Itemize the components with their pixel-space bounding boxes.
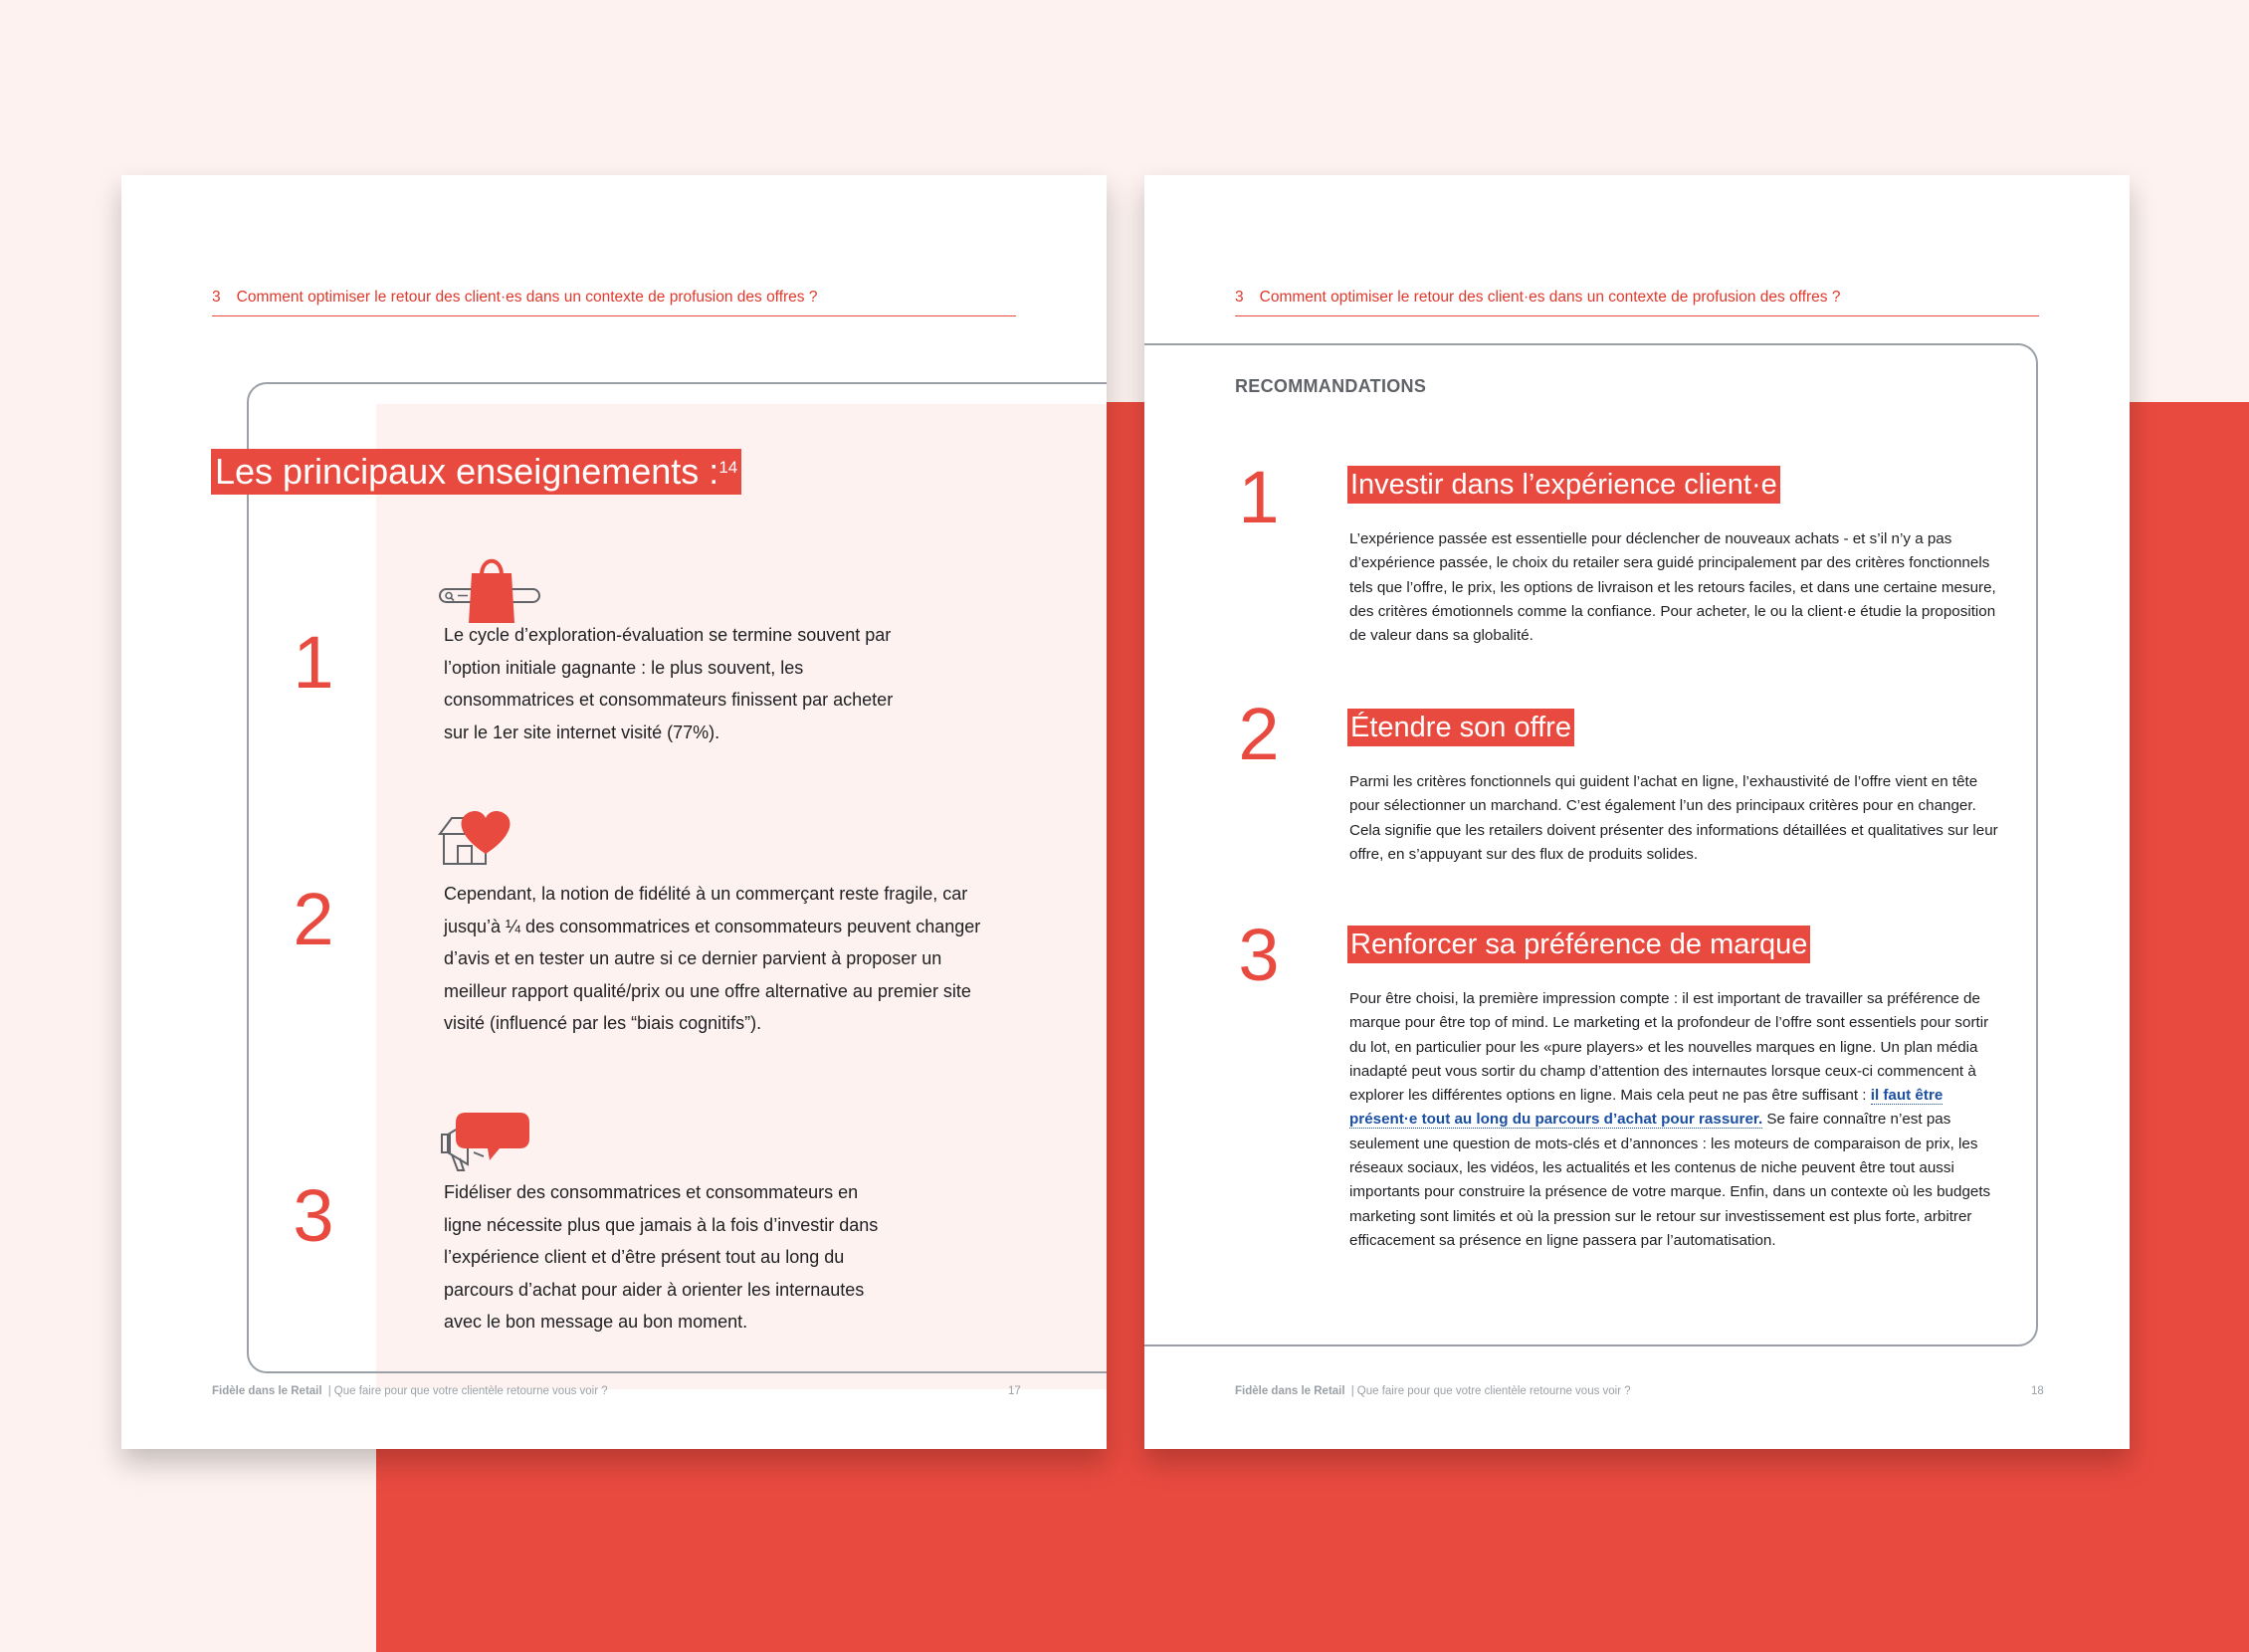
recommendation-text-3-part-2: Se faire connaître n’est pas seulement une question de mots-clés et d’annonces : les moteurs de comparaison de prix, les réseaux sociaux, les vidéos, les actualités et les contenus de niche peuvent être tout aussi importants pour construire la présence de votre marque. Enfin, dans un contexte où les budgets marketing sont limités et où la pression sur le retour sur investissement est plus forte, arbitrer efficacement sa présence en ligne passera par l’automatisation. <box>1349 1111 1991 1249</box>
footnote-ref: 14 <box>718 458 738 477</box>
footer-subtitle: Que faire pour que votre clientèle retourne vous voir ? <box>333 1385 608 1397</box>
recommendation-title-3: Renforcer sa préférence de marque <box>1347 926 1810 963</box>
recommendation-text-2: Parmi les critères fonctionnels qui guident l’achat en ligne, l’exhaustivité de l’offre vient en tête pour sélectionner un marchand. C’est également l’un des principaux critères pour en changer. Cela signifie que les retailers doivent présenter des informations détaillées et qualitatives sur leur offre, en s’appuyant sur des flux de produits solides. <box>1349 773 1998 863</box>
page-17 <box>121 175 1107 1449</box>
page-header <box>1235 289 2039 316</box>
footer-brand: Fidèle dans le Retail <box>212 1385 322 1397</box>
chapter-number: 3 <box>1235 289 1244 306</box>
page-title-text: Les principaux enseignements : <box>215 451 719 492</box>
lesson-number-2: 2 <box>293 878 334 960</box>
footer-separator: | <box>1350 1385 1354 1397</box>
lesson-text-3: Fidéliser des consommatrices et consommateurs en ligne nécessite plus que jamais à la fois d’investir dans l’expérience client et d’être présent tout au long du parcours d’achat pour aider à orienter les internautes avec le bon message au bon moment. <box>444 1182 879 1332</box>
footer-subtitle: Que faire pour que votre clientèle retourne vous voir ? <box>1356 1385 1631 1397</box>
megaphone-speech-icon <box>440 1109 531 1178</box>
recommendation-number-3: 3 <box>1238 914 1280 996</box>
page-title <box>211 449 741 495</box>
store-heart-icon <box>438 800 523 866</box>
shopping-bag-search-icon <box>438 551 543 623</box>
recommendation-highlight: il faut être présent·e tout au long du parcours d’achat pour rassurer. <box>1349 1087 1943 1129</box>
chapter-title: Comment optimiser le retour des client·es dans un contexte de profusion des offres ? <box>236 289 818 306</box>
recommendation-number-2: 2 <box>1238 693 1280 775</box>
recommendation-title-2: Étendre son offre <box>1347 709 1574 746</box>
chapter-number: 3 <box>212 289 221 306</box>
lesson-text-1: Le cycle d’exploration-évaluation se termine souvent par l’option initiale gagnante : le plus souvent, les consommatrices et consommateurs finissent par acheter sur le 1er site internet visité (77%). <box>444 625 894 742</box>
page-footer <box>212 1385 1021 1397</box>
lesson-text-2: Cependant, la notion de fidélité à un commerçant reste fragile, car jusqu’à ¼ des consommatrices et consommateurs peuvent changer d’avis et en tester un autre si ce dernier parvient à proposer un meilleur rapport qualité/prix ou une offre alternative au premier site visité (influencé par les “biais cognitifs”). <box>444 884 981 1033</box>
lesson-number-1: 1 <box>293 621 334 704</box>
section-label: RECOMMANDATIONS <box>1235 376 1427 396</box>
recommendation-text-3 <box>1349 987 2006 1253</box>
recommendation-number-1: 1 <box>1238 456 1280 538</box>
page-footer <box>1235 1385 2044 1397</box>
footer-separator: | <box>327 1385 331 1397</box>
recommendation-text-1: L’expérience passée est essentielle pour déclencher de nouveaux achats - et s’il n’y a pas d’expérience passée, le choix du retailer sera guidé principalement par des critères fonctionnels tels que l’offre, le prix, les options de livraison et les retours faciles, et dans une certaine mesure, des critères émotionnels comme la confiance. Pour acheter, le ou la client·e étudie la proposition de valeur dans sa globalité. <box>1349 530 1996 645</box>
recommendation-text-3-part-1: Pour être choisi, la première impression compte : il est important de travailler sa préférence de marque pour être top of mind. Le marketing et la profondeur de l’offre sont essentiels pour sortir du lot, en particulier pour les «pure players» et les nouvelles marques en ligne. Un plan média inadapté peut vous sortir du champ d’attention des internautes lorsque ceux-ci commencent à explorer les différentes options en ligne. Mais cela peut ne pas être suffisant : <box>1349 990 1989 1105</box>
page-number: 18 <box>2031 1385 2044 1397</box>
page-header <box>212 289 1016 316</box>
page-18 <box>1144 175 2130 1449</box>
footer-brand: Fidèle dans le Retail <box>1235 1385 1345 1397</box>
page-number: 17 <box>1008 1385 1021 1397</box>
chapter-title: Comment optimiser le retour des client·es dans un contexte de profusion des offres ? <box>1259 289 1841 306</box>
recommendation-title-1: Investir dans l’expérience client·e <box>1347 466 1780 504</box>
lesson-number-3: 3 <box>293 1174 334 1257</box>
